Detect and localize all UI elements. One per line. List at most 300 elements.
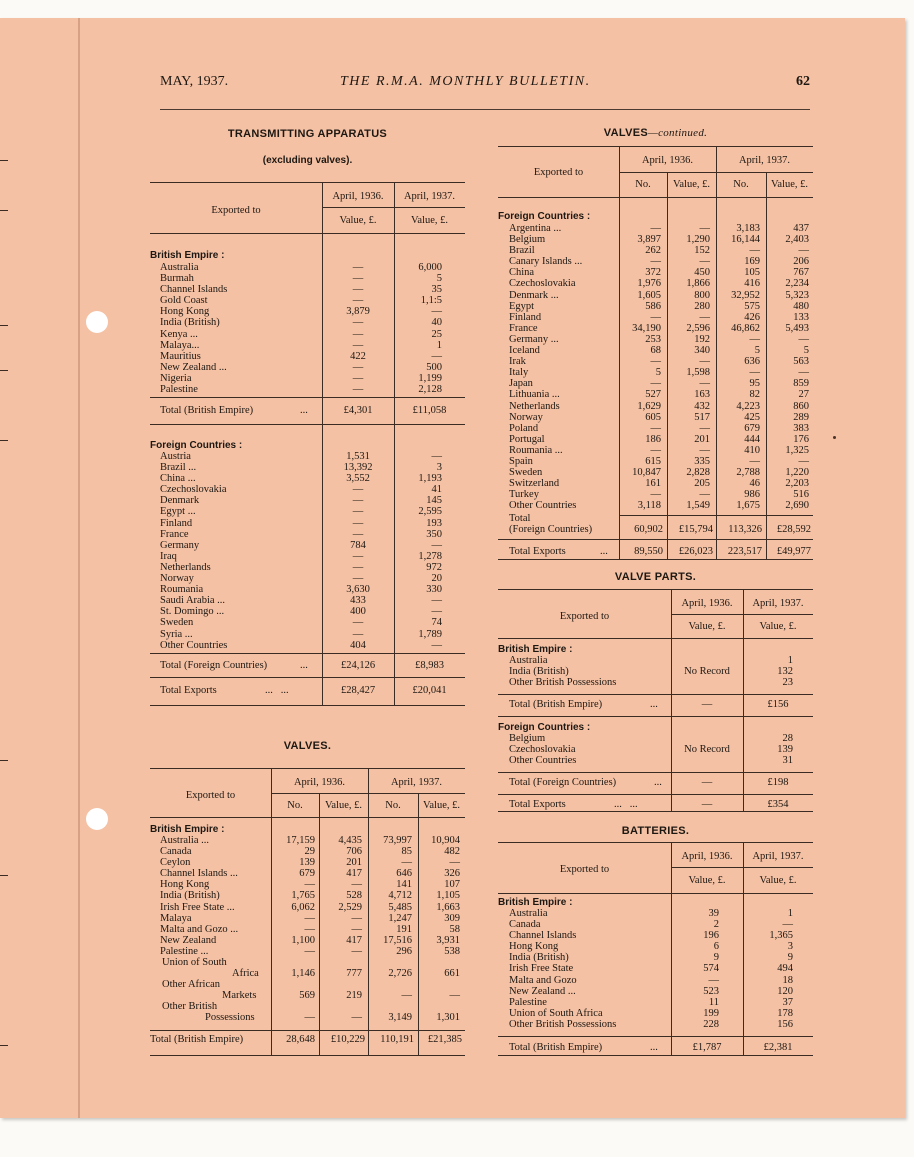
cell-value: 95 [749,378,760,390]
cell-value: — [351,923,362,935]
cell-value: 784 [350,539,366,551]
cell-value: 3,118 [637,500,661,512]
section-british-empire: British Empire : [150,824,225,835]
cell-value: 679 [744,422,760,434]
cell-value: 1,199 [418,372,442,384]
total-british-empire-label: Total (British Empire) [509,699,603,710]
col-header-april-1937: April, 1937. [390,777,443,788]
country-name: Malta and Gozo ... [160,923,239,935]
margin-mark [0,325,8,326]
cell-value: 16,144 [731,234,760,246]
section-foreign-countries: Foreign Countries : [498,211,591,222]
total-british-empire-label: Total (British Empire) [160,405,254,416]
header-rule [160,109,810,110]
country-name: Roumania [160,584,204,596]
cell-value: 192 [694,333,710,345]
foreign-countries-label: (Foreign Countries) [509,524,593,535]
cell-value: 450 [694,267,710,279]
cell-value: 1,629 [637,400,661,412]
cell-value: — [352,628,364,640]
cell-value: 3,897 [637,234,661,246]
rule [150,1030,465,1031]
country-name: Burmah [160,273,194,285]
page-fold [78,18,80,1118]
cell-value: 1,605 [637,289,661,301]
cell-value: — [431,606,442,618]
col-header-no: No. [635,179,651,190]
cell-value: 6,000 [418,262,442,273]
valves-title: VALVES. [283,740,332,752]
cell: — [401,990,412,1001]
cell-value: 426 [744,311,760,323]
total-value: £2,381 [763,1042,793,1053]
cell-value: 586 [645,300,661,312]
total-value: — [701,777,713,788]
values-value-1937 [418,835,460,957]
country-name: Belgium [509,234,546,246]
cell-value: 1,663 [436,901,460,913]
col-header-april-1936: April, 1936. [681,851,733,862]
cell-value: 27 [798,389,809,401]
cell-value: 178 [777,1007,793,1019]
total-value: £15,794 [678,524,713,535]
cell-value: 986 [744,489,760,501]
country-name: Netherlands [160,561,211,573]
cell-value: 4,223 [736,400,760,412]
total-value: 28,648 [286,1034,315,1045]
cell-value: — [304,912,315,924]
country-name: Irish Free State ... [160,901,235,913]
cell: 3,149 [388,1012,412,1023]
country-name: Channel Islands ... [160,868,238,880]
values-no-1936 [271,835,315,957]
cell-value: 186 [645,433,661,445]
cell: 661 [444,968,460,979]
leader-dots: ... [650,699,658,710]
col-header-april-1937: April, 1937. [752,851,804,862]
col-header-value: Value, £. [688,875,726,886]
cell-value: 206 [793,256,809,268]
col-header-april-1936: April, 1936. [332,191,384,202]
cell-value: 37 [782,996,793,1008]
cell-value: 5 [436,273,442,285]
rule [498,146,813,147]
cell-value: 68 [650,345,661,357]
country-name: Union of South Africa [509,1007,603,1019]
cell-value: 2,828 [686,467,710,479]
cell-value: — [401,857,412,869]
col-header-april-1937: April, 1937. [738,155,791,166]
cell-value: — [708,974,719,986]
cell-value: 3,879 [346,306,370,318]
cell-value: — [699,378,710,390]
country-name: Lithuania ... [509,389,560,401]
cell-value: 46,862 [731,322,760,334]
cell: — [304,1012,315,1023]
issue-date: MAY, 1937. [160,74,229,89]
col-header-april-1937: April, 1937. [403,191,456,202]
cell-value: — [352,295,364,307]
total-label: Total [509,513,531,524]
cell-value: 199 [703,1007,719,1019]
cell-value: 5 [655,367,661,379]
total-value: £1,787 [692,1042,722,1053]
cell-value: 2,403 [785,234,809,246]
values-value-1936 [319,835,362,957]
cell-value: 480 [793,300,809,312]
cell-value: 132 [777,666,793,678]
country-name: Japan [509,378,533,390]
margin-mark [0,210,8,211]
section-british-empire: British Empire : [150,250,225,261]
total-value: £21,385 [427,1034,462,1045]
cell-value: — [650,256,661,268]
cell-value: — [699,356,710,368]
col-header-exported-to: Exported to [533,167,584,178]
country-name: India (British) [509,666,569,678]
cell-value: — [431,350,442,362]
cell-value: 605 [645,411,661,423]
country-name: Other Countries [160,639,228,651]
country-name: China [509,267,535,279]
values-value-1936 [667,223,710,511]
cell-value: 309 [444,912,460,924]
country-name: Irish Free State [509,963,574,975]
cell-value: 437 [793,223,809,234]
total-value: £11,058 [412,405,447,416]
total-value: £4,301 [343,405,373,416]
cell: 1,301 [436,1012,460,1023]
cell-value: — [431,451,442,462]
cell-value: — [749,455,760,467]
country-list [160,451,320,651]
cell-value: 196 [703,930,719,942]
page-header [160,74,810,94]
cell-value: 5,493 [785,322,809,334]
transmitting-subtitle: (excluding valves). [262,155,353,166]
cell-value: 563 [793,356,809,368]
margin-mark [0,760,8,761]
cell-value: 32,952 [731,289,760,301]
cell-value: 25 [431,328,442,340]
cell-value: 767 [793,267,809,279]
cell-value: 10,904 [431,835,460,846]
ink-dot [833,436,836,439]
total-value: £24,126 [340,660,376,671]
col-header-value: Value, £. [759,621,797,632]
cell-value: — [699,444,710,456]
cell-value: 335 [694,455,710,467]
cell-value: 1,675 [736,500,760,512]
cell-value: — [352,528,364,540]
col-header-value: Value, £. [339,215,377,226]
country-name: Australia [509,908,548,919]
cell-value: 145 [426,495,442,507]
section-british-empire: British Empire : [498,644,573,655]
cell-value: 494 [777,963,793,975]
country-name: Germany ... [509,333,559,345]
cell-value: 574 [703,963,719,975]
country-name: New Zealand ... [160,361,227,373]
col-header-no: No. [385,800,401,811]
cell-value: — [798,367,809,379]
batteries-title: BATTERIES. [621,825,690,837]
country-list [509,223,619,511]
rule [498,772,813,773]
total-value: 113,326 [728,524,762,535]
cell-value: 201 [346,857,362,869]
country-name: India (British) [160,317,220,329]
rule [498,539,813,540]
cell-value: 176 [793,433,809,445]
col-header-april-1936: April, 1936. [293,777,346,788]
country-list [509,655,669,688]
col-header-no: No. [287,800,303,811]
country-name: Other Countries [509,500,577,512]
cell-value: 41 [431,484,442,496]
row-label: Union of South [162,957,227,968]
rule [498,638,813,639]
leader-dots: ... [300,405,308,416]
row-label: Other African [162,979,221,990]
cell-value: 156 [777,1018,793,1030]
country-name: Other Countries [509,755,577,767]
cell-value: 482 [444,846,460,858]
col-header-value: Value, £. [672,179,711,190]
values-value-1937 [766,223,809,511]
cell-value: 34,190 [632,322,661,334]
country-name: Czechoslovakia [160,484,227,496]
cell-value: 280 [694,300,710,312]
transmitting-title: TRANSMITTING APPARATUS [227,128,388,140]
row-label: Markets [222,990,257,1001]
country-name: Sweden [509,467,543,479]
cell: — [351,1012,362,1023]
cell-value: — [351,879,362,891]
section-foreign-countries: Foreign Countries : [150,440,243,451]
col-header-exported-to: Exported to [559,611,610,622]
cell-value: — [798,245,809,257]
cell-value: — [352,517,364,529]
cell: 1,146 [291,968,315,979]
total-value: £198 [767,777,789,788]
punch-hole-lower [86,808,108,830]
cell-value: 193 [426,517,442,529]
title-main: VALVES [603,127,648,139]
rule [498,716,813,717]
country-name: Netherlands [509,400,560,412]
cell-value: 859 [793,378,809,390]
cell-value: — [449,857,460,869]
country-name: Argentina ... [509,223,562,234]
cell-value: 2,203 [785,478,809,490]
cell-value: 1,1:5 [420,295,442,307]
values-no-1937 [368,835,412,957]
country-name: Norway [160,573,194,585]
cell-value: 35 [431,284,442,296]
country-name: Spain [509,455,533,467]
total-value: — [701,799,713,810]
country-name: Kenya ... [160,328,198,340]
country-name: Gold Coast [160,295,208,307]
country-name: Channel Islands [160,284,228,296]
cell-value: 228 [703,1018,719,1030]
col-header-value: Value, £. [422,800,461,811]
row-label: Other British [162,1001,218,1012]
total-british-empire-label: Total (British Empire) [150,1034,244,1045]
total-exports-label: Total Exports [509,799,566,810]
values-april-1936 [671,908,719,1030]
cell-value: 6 [713,941,719,953]
no-record-note: No Record [684,666,730,677]
cell-value: — [352,339,364,351]
cell-value: 646 [396,868,412,880]
rule [150,653,465,654]
country-name: France [160,528,189,540]
cell-value: 1,325 [785,444,809,456]
cell-value: 31 [782,755,793,767]
country-name: Denmark ... [509,289,559,301]
cell-value: — [352,361,364,373]
cell-value: 372 [645,267,661,279]
leader-dots: ... ... [265,685,289,696]
country-name: Czechoslovakia [509,744,576,756]
total-value: £49,977 [776,546,811,557]
cell-value: 161 [645,478,661,490]
cell-value: 1 [436,339,442,351]
cell-value: 5 [803,345,809,357]
country-name: India (British) [509,952,569,964]
cell-value: 262 [645,245,661,257]
cell-value: — [699,256,710,268]
cell-value: 10,847 [632,467,661,479]
valve-parts-title: VALVE PARTS. [614,571,697,583]
col-header-value: Value, £. [688,621,726,632]
cell-value: 383 [793,422,809,434]
cell-value: 1,278 [418,550,442,562]
cell-value: — [749,333,760,345]
col-header-value: Value, £. [770,179,809,190]
cell-value: — [352,384,364,396]
country-name: Other British Possessions [509,677,617,689]
cell-value: 404 [350,639,366,651]
country-name: Hong Kong [160,879,210,891]
cell-value: 1,531 [346,451,370,462]
cell-value: — [352,484,364,496]
cell-value: 1,193 [418,473,442,485]
cell-value: 800 [694,289,710,301]
col-header-value: Value, £. [759,875,797,886]
rule [498,842,813,843]
rule [619,515,813,516]
values-april-1937 [743,908,793,1030]
row-label: Possessions [205,1012,255,1023]
cell-value: — [352,617,364,629]
cell-value: 5,485 [388,901,412,913]
country-name: Turkey [509,489,539,501]
cell: 2,726 [388,968,412,979]
cell-value: — [352,262,364,273]
rule [671,867,813,868]
values-april-1937 [743,733,793,766]
cell-value: 191 [396,923,412,935]
rule [498,811,813,812]
cell-value: — [650,444,661,456]
cell: 569 [299,990,315,1001]
cell-value: 105 [744,267,760,279]
country-name: France [509,322,538,334]
col-header-value: Value, £. [324,800,363,811]
cell-value: — [352,495,364,507]
country-name: Italy [509,367,529,379]
country-name: Finland [160,517,193,529]
cell-value: — [352,273,364,285]
col-header-no: No. [733,179,749,190]
cell-value: 20 [431,573,442,585]
cell-value: 500 [426,361,442,373]
cell-value: 9 [713,952,719,964]
cell-value: 1 [787,655,793,666]
total-value: 89,550 [634,546,663,557]
cell-value: 444 [744,433,760,445]
cell-value: — [798,455,809,467]
total-exports-label: Total Exports [509,546,566,557]
country-name: Germany [160,539,200,551]
cell-value: 2,128 [418,384,442,396]
country-name: Egypt [509,300,535,312]
country-name: Canada [160,846,192,858]
rule [150,768,465,769]
cell-value: 6,062 [291,901,315,913]
cell-value: 2,690 [785,500,809,512]
cell-value: — [431,639,442,651]
cell-value: 2,788 [736,467,760,479]
rule [498,1036,813,1037]
country-name: Denmark [160,495,200,507]
cell-value: 82 [749,389,760,401]
rule [150,677,465,678]
total-exports-label: Total Exports [160,685,217,696]
cell-value: 29 [304,846,315,858]
cell-value: 139 [777,744,793,756]
cell-value: 1,765 [291,890,315,902]
leader-dots: ... [654,777,662,788]
country-name: Poland [509,422,539,434]
rule [498,1055,813,1056]
country-name: Australia [509,655,548,666]
rule [498,589,813,590]
rule [498,694,813,695]
country-name: Portugal [509,433,545,445]
country-name: Syria ... [160,628,193,640]
cell-value: 152 [694,245,710,257]
cell-value: 58 [449,923,460,935]
cell: — [449,990,460,1001]
cell-value: 85 [401,846,412,858]
punch-hole-upper [86,311,108,333]
bulletin-title: THE R.M.A. MONTHLY BULLETIN. [340,74,591,89]
total-value: 60,902 [634,524,663,535]
cell-value: 107 [444,879,460,891]
cell-value: — [699,311,710,323]
total-value: £28,592 [776,524,811,535]
cell-value: 73,997 [383,835,412,846]
leader-dots: ... ... [614,799,638,810]
cell-value: 527 [645,389,661,401]
cell-value: 422 [350,350,366,362]
cell-value: 1,976 [637,278,661,290]
cell-value: 528 [346,890,362,902]
